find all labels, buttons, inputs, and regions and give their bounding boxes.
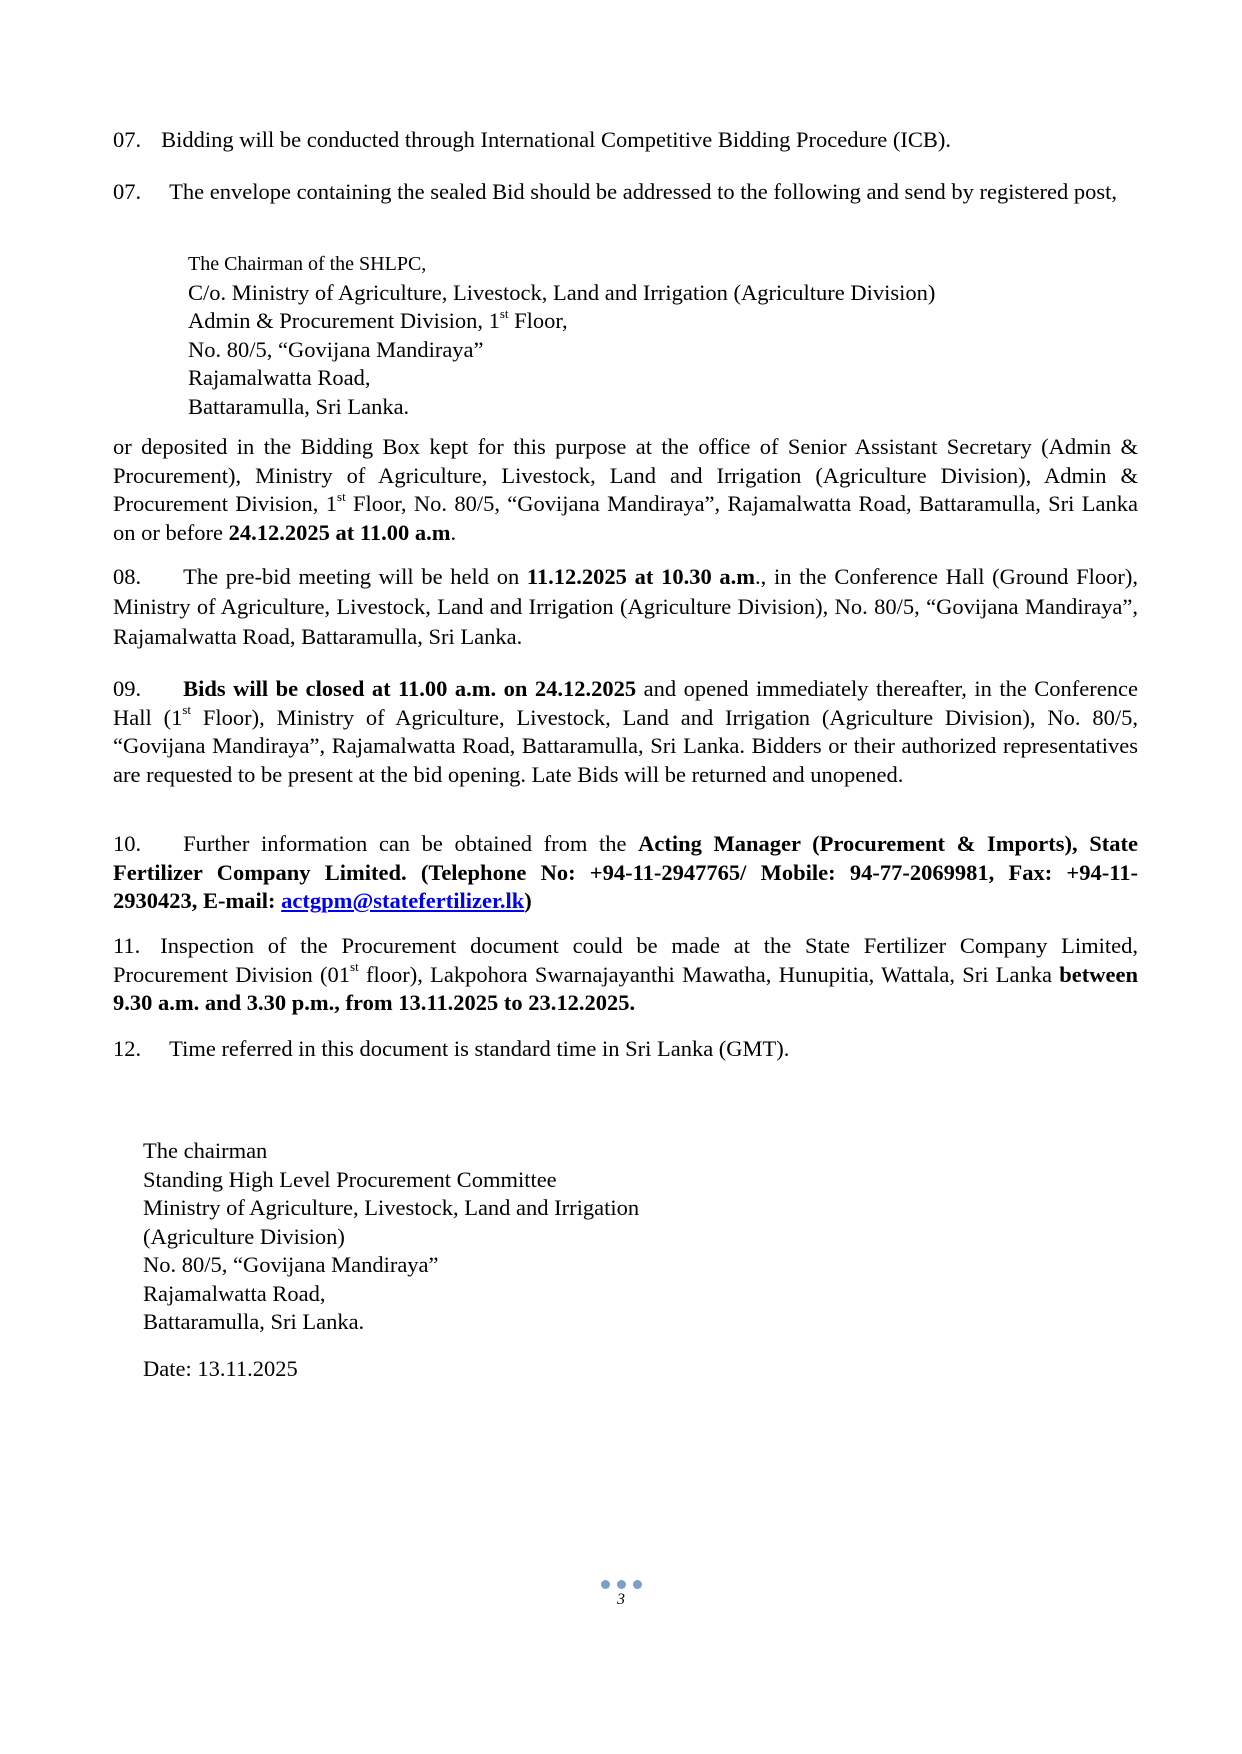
closing-date: Bids will be closed at 11.00 a.m. on 24.12.2025 [183,676,637,701]
signature-line: No. 80/5, “Govijana Mandiraya” [143,1252,439,1277]
mailing-address [188,250,935,421]
paragraph-07-icb [113,126,1138,155]
signature-line: (Agriculture Division) [143,1223,345,1249]
address-line: Admin & Procurement Division, 1st Floor, [188,305,568,333]
inspection-hours: between 9.30 a.m. and 3.30 p.m., from 13.11.2025 to 23.12.2025. [113,961,1138,1015]
address-line: Rajamalwatta Road, [188,365,371,390]
paragraph-number: 07. [113,179,142,204]
paragraph-11-inspection: 11. Inspection of the Procurement document could be made at the State Fertilizer Company Limited, Procurement Division (01st floor), Lakpohora Swarnajayanthi Mawatha, Hunupitia, Wattala, Sri Lanka between 9.30 a.m. and 3.30 p.m., from 13.11.2025 to 23.12.2025. [113,933,1138,1015]
deadline-highlight: 24.12.2025 at 11.00 a.m [228,519,451,545]
paragraph-number: 08. [113,564,142,589]
paragraph-text: Bidding will be conducted through International Competitive Bidding Procedure (ICB). [161,127,951,152]
signature-line: Rajamalwatta Road, [143,1280,326,1306]
ellipsis-dots-icon [0,1580,1242,1589]
email-link[interactable]: actgpm@statefertilizer.lk [281,888,525,913]
document-date: Date: 13.11.2025 [143,1356,298,1381]
paragraph-deposit: or deposited in the Bidding Box kept for this purpose at the office of Senior Assistant Secretary (Admin & Procurement), Ministry of Agriculture, Livestock, Land and Irrigation (Agriculture Division), Admin & Procurement Division, 1st Floor, No. 80/5, “Govijana Mandiraya”, Rajamalwatta Road, Battaramulla, Sri Lanka on or before 24.12.2025 at 11.00 a.m. [113,434,1138,545]
paragraph-number: 09. [113,676,142,701]
address-line: The Chairman of the SHLPC, [188,253,427,275]
paragraph-text: The envelope containing the sealed Bid should be addressed to the following and send by registered post, [169,179,1118,204]
signature-line: Ministry of Agriculture, Livestock, Land and Irrigation [143,1195,640,1220]
paragraph-number: 12. [113,1036,142,1061]
paragraph-number: 07. [113,127,142,152]
signature-line: Battaramulla, Sri Lanka. [143,1309,365,1334]
signature-line: Standing High Level Procurement Committee [143,1166,557,1192]
paragraph-number: 11. [113,933,141,958]
paragraph-07-envelope [113,178,1138,207]
paragraph-12-time: 12. Time referred in this document is standard time in Sri Lanka (GMT). [113,1035,1138,1064]
paragraph-08-prebid: 08. The pre-bid meeting will be held on 11.12.2025 at 10.30 a.m., in the Conference Hall (Ground Floor), Ministry of Agriculture, Livestock, Land and Irrigation (Agriculture Division), No. 80/5, “Govijana Mandiraya”, Rajamalwatta Road, Battaramulla, Sri Lanka. [113,564,1138,649]
signature-block [143,1137,639,1337]
prebid-date: 11.12.2025 at 10.30 a.m [526,564,756,589]
contact-details: Acting Manager (Procurement & Imports), State Fertilizer Company Limited. (Telephone No: +94-11-2947765/ Mobile: 94-77-2069981, Fax: +94-11-2930423, E-mail: [113,831,1138,913]
page-footer [0,1580,1242,1609]
signature-line: The chairman [143,1138,268,1163]
address-line: C/o. Ministry of Agriculture, Livestock, Land and Irrigation (Agriculture Division) [188,279,936,305]
paragraph-10-contact: 10. Further information can be obtained from the Acting Manager (Procurement & Imports), State Fertilizer Company Limited. (Telephone No: +94-11-2947765/ Mobile: 94-77-2069981, Fax: +94-11-2930423, E-mail: actgpm@statefertilizer.lk) [113,831,1138,913]
address-line: No. 80/5, “Govijana Mandiraya” [188,336,484,362]
page-number: 3 [617,1591,625,1608]
paragraph-09-closing: 09. Bids will be closed at 11.00 a.m. on 24.12.2025 and opened immediately thereafter, in the Conference Hall (1st Floor), Ministry of Agriculture, Livestock, Land and Irrigation (Agriculture Division), No. 80/5, “Govijana Mandiraya”, Rajamalwatta Road, Battaramulla, Sri Lanka. Bidders or their authorized representatives are requested to be present at the bid opening. Late Bids will be returned and unopened. [113,676,1138,787]
address-line: Battaramulla, Sri Lanka. [188,393,410,419]
paragraph-number: 10. [113,831,142,856]
